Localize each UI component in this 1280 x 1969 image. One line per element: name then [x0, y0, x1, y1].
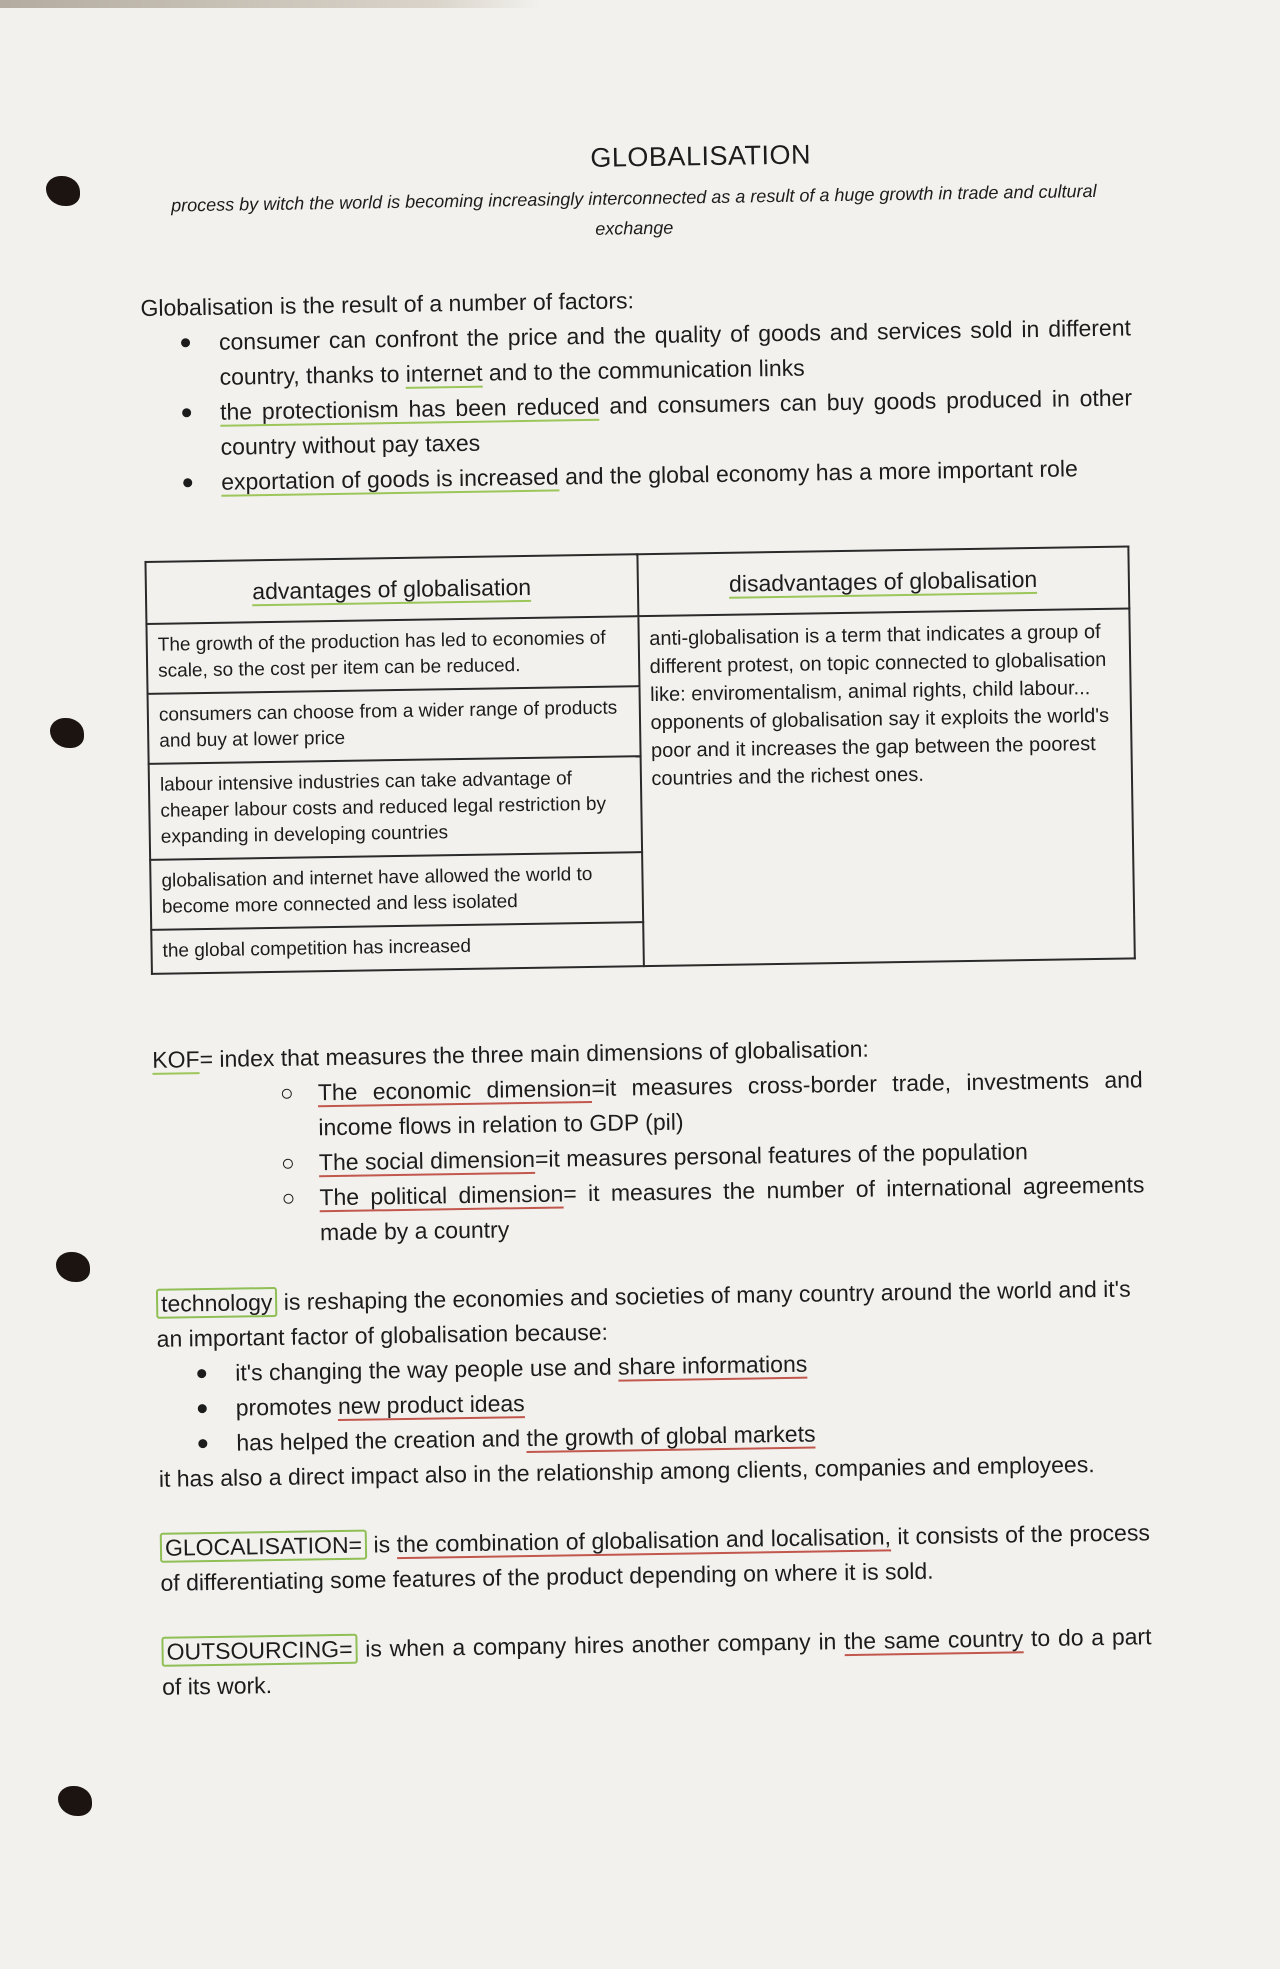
- disadvantage-text: anti-globalisation is a term that indicates a group of different protest, on topic connected to globalisation like: enviromentalism, animal rights, child labour...: [649, 620, 1107, 707]
- advantage-cell: labour intensive industries can take advantage of cheaper labour costs and reduced legal restriction by expanding in developing countries: [149, 756, 642, 860]
- kof-definition: KOF= index that measures the three main dimensions of globalisation:: [152, 1035, 870, 1073]
- paper-edge: [0, 0, 540, 8]
- technology-list: [157, 1341, 1149, 1462]
- document-content: [138, 134, 1152, 1704]
- disadvantages-cell: [638, 608, 1135, 966]
- list-item: promotes new product ideas: [235, 1376, 1147, 1425]
- disadvantage-text: opponents of globalisation say it exploits the world's poor and it increases the gap between the poorest countries and the richest ones.: [650, 704, 1110, 791]
- list-item: has helped the creation and the growth of global markets: [236, 1411, 1148, 1460]
- factors-intro: Globalisation is the result of a number of factors:: [140, 287, 635, 321]
- advantages-disadvantages-table: [144, 545, 1135, 974]
- list-item: consumer can confront the price and the quality of goods and services sold in different country, thanks to internet and to the communication links: [219, 310, 1132, 394]
- disadvantages-header: disadvantages of globalisation: [637, 546, 1129, 616]
- punch-hole: [58, 1786, 92, 1816]
- page-title: GLOBALISATION: [590, 139, 812, 173]
- glocalisation-paragraph: GLOCALISATION= is the combination of globalisation and localisation, it consists of the process of differentiating some features of the product depending on where it is sold.: [160, 1519, 1151, 1596]
- advantages-header: advantages of globalisation: [145, 554, 637, 624]
- list-item: it's changing the way people use and share informations: [235, 1341, 1147, 1390]
- list-item: the protectionism has been reduced and consumers can buy goods produced in other country without pay taxes: [220, 380, 1133, 464]
- advantage-cell: the global competition has increased: [151, 922, 643, 974]
- technology-paragraph: technology is reshaping the economies and societies of many country around the world and it's an important factor of globalisation because:: [156, 1275, 1131, 1352]
- definition-subtitle: process by witch the world is becoming increasingly interconnected as a result of a huge growth in trade and cultural exchange: [170, 180, 1097, 239]
- punch-hole: [50, 718, 84, 748]
- punch-hole: [56, 1252, 90, 1282]
- advantage-cell: The growth of the production has led to economies of scale, so the cost per item can be reduced.: [146, 616, 639, 694]
- advantage-cell: globalisation and internet have allowed the world to become more connected and less isolated: [150, 852, 643, 930]
- factors-list: [141, 310, 1134, 501]
- list-item: The social dimension=it measures personal features of the population: [319, 1132, 1144, 1180]
- list-item: The political dimension= it measures the number of international agreements made by a country: [319, 1167, 1145, 1250]
- kof-dimensions-list: [153, 1062, 1146, 1253]
- list-item: The economic dimension=it measures cross-border trade, investments and income flows in relation to GDP (pil): [318, 1062, 1144, 1145]
- technology-closing: it has also a direct impact also in the relationship among clients, companies and employees.: [158, 1451, 1095, 1492]
- list-item: exportation of goods is increased and the global economy has a more important role: [221, 450, 1133, 499]
- punch-hole: [46, 176, 80, 206]
- outsourcing-paragraph: OUTSOURCING= is when a company hires another company in the same country to do a part of its work.: [161, 1623, 1152, 1700]
- advantage-cell: consumers can choose from a wider range of products and buy at lower price: [148, 686, 641, 764]
